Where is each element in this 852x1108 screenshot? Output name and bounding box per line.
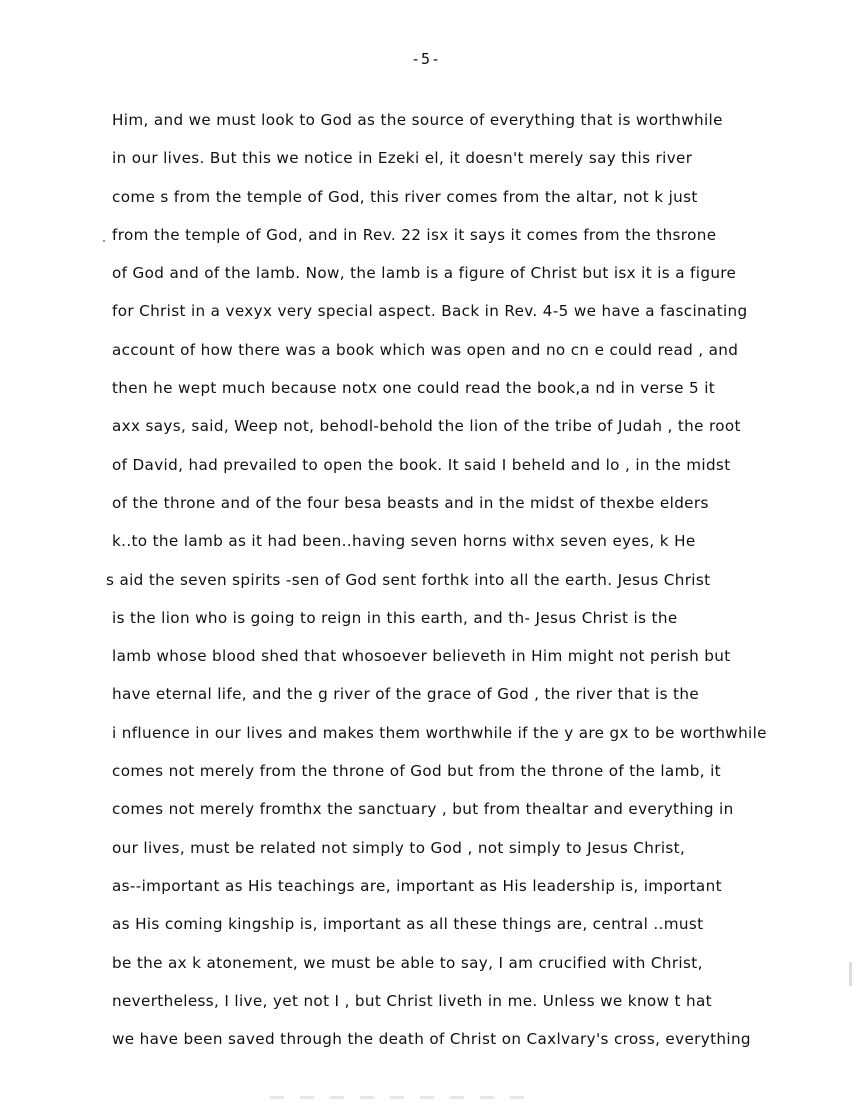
text-line: have eternal life, and the g river of the grace of God , the river that is the	[112, 685, 700, 704]
text-line: i nfluence in our lives and makes them worthwhile if the y are gx to be worthwhile	[112, 723, 767, 742]
body-text	[106, 106, 802, 1063]
text-line: lamb whose blood shed that whosoever believeth in Him might not perish but	[112, 647, 731, 666]
text-line: as His coming kingship is, important as all these things are, central ..must	[112, 915, 704, 934]
text-line: nevertheless, I live, yet not I , but Christ liveth in me. Unless we know t hat	[112, 991, 712, 1010]
text-line: of David, had prevailed to open the book. It said I beheld and lo , in the midst	[112, 455, 731, 474]
text-line: comes not merely fromthx the sanctuary , but from thealtar and everything in	[112, 800, 734, 819]
text-line: k..to the lamb as it had been..having seven horns withx seven eyes, k He	[112, 532, 696, 551]
text-line: of the throne and of the four besa beasts and in the midst of thexbe elders	[112, 493, 709, 512]
text-line: of God and of the lamb. Now, the lamb is a figure of Christ but isx it is a figure	[112, 264, 737, 283]
text-line: axx says, said, Weep not, behodl-behold the lion of the tribe of Judah , the root	[112, 417, 741, 436]
text-line: then he wept much because notx one could read the book,a nd in verse 5 it	[112, 379, 716, 398]
text-line: as--important as His teachings are, important as His leadership is, important	[112, 876, 722, 895]
scan-smudge	[270, 1096, 530, 1099]
page-number: -5-	[410, 50, 442, 68]
text-line: be the ax k atonement, we must be able to say, I am crucified with Christ,	[112, 953, 703, 972]
text-line: s aid the seven spirits -sen of God sent forthk into all the earth. Jesus Christ	[106, 570, 711, 589]
text-line: for Christ in a vexyx very special aspect. Back in Rev. 4-5 we have a fascinating	[112, 302, 748, 321]
text-line: in our lives. But this we notice in Ezeki el, it doesn't merely say this river	[112, 149, 693, 168]
margin-speck	[103, 240, 105, 242]
text-line: we have been saved through the death of Christ on Caxlvary's cross, everything	[112, 1030, 751, 1049]
text-line: comes not merely from the throne of God but from the throne of the lamb, it	[112, 762, 721, 781]
text-line: from the temple of God, and in Rev. 22 isx it says it comes from the thsrone	[112, 225, 717, 244]
text-line: our lives, must be related not simply to God , not simply to Jesus Christ,	[112, 838, 686, 857]
text-line: account of how there was a book which was open and no cn e could read , and	[112, 340, 739, 359]
text-line: come s from the temple of God, this river comes from the altar, not k just	[112, 187, 698, 206]
text-line: Him, and we must look to God as the source of everything that is worthwhile	[112, 111, 723, 129]
text-line: is the lion who is going to reign in this earth, and th- Jesus Christ is the	[112, 608, 678, 627]
